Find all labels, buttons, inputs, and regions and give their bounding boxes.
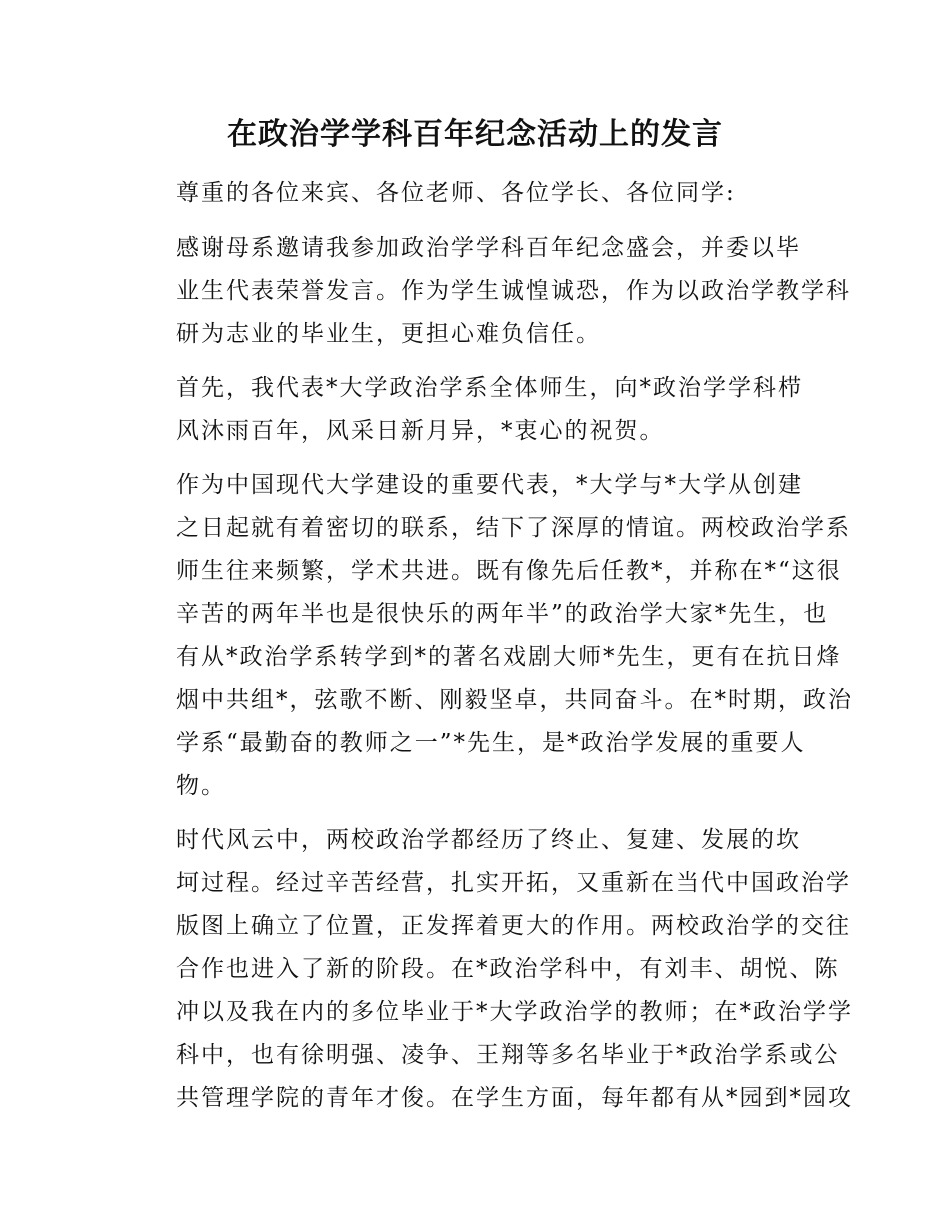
paragraph-line: 之日起就有着密切的联系，结下了深厚的情谊。两校政治学系 [176, 515, 851, 541]
paragraph-line: 学系“最勤奋的教师之一”*先生，是*政治学发展的重要人 [176, 730, 806, 756]
paragraph-line: 冲以及我在内的多位毕业于*大学政治学的教师；在*政治学学 [176, 999, 853, 1025]
paragraph-line: 物。 [176, 773, 226, 799]
paragraph-line: 辛苦的两年半也是很快乐的两年半”的政治学大家*先生，也 [176, 601, 829, 627]
paragraph-line: 师生往来频繁，学术共进。既有像先后任教*，并称在*“这很 [176, 558, 842, 584]
document-body [142, 170, 853, 1120]
paragraph-line: 坷过程。经过辛苦经营，扎实开拓，又重新在当代中国政治学 [176, 870, 851, 896]
paragraph-line: 风沐雨百年，风采日新月异，*衷心的祝贺。 [176, 418, 665, 444]
paragraph-line: 作为中国现代大学建设的重要代表，*大学与*大学从创建 [176, 472, 803, 498]
paragraph-line: 感谢母系邀请我参加政治学学科百年纪念盛会，并委以毕 [176, 235, 801, 261]
paragraph-line: 业生代表荣誉发言。作为学生诚惶诚恐，作为以政治学教学科 [176, 278, 851, 304]
salutation: 尊重的各位来宾、各位老师、各位学长、各位同学: [176, 180, 736, 206]
paragraph-line: 有从*政治学系转学到*的著名戏剧大师*先生，更有在抗日烽 [176, 644, 842, 670]
paragraph-line: 烟中共组*，弦歌不断、刚毅坚卓，共同奋斗。在*时期，政治 [176, 687, 853, 713]
paragraph-3 [142, 464, 853, 808]
paragraph-4 [142, 819, 853, 1120]
paragraph-line: 研为志业的毕业生，更担心难负信任。 [176, 321, 601, 347]
paragraph-line: 时代风云中，两校政治学都经历了终止、复建、发展的坎 [176, 827, 801, 853]
paragraph-1 [142, 227, 851, 356]
paragraph-line: 版图上确立了位置，正发挥着更大的作用。两校政治学的交往 [176, 913, 851, 939]
paragraph-line: 合作也进入了新的阶段。在*政治学科中，有刘丰、胡悦、陈 [176, 956, 840, 982]
paragraph-line: 共管理学院的青年才俊。在学生方面，每年都有从*园到*园攻 [176, 1085, 853, 1111]
paragraph-2 [142, 367, 812, 453]
paragraph-line: 科中，也有徐明强、凌争、王翔等多名毕业于*政治学系或公 [176, 1042, 840, 1068]
document-title: 在政治学学科百年纪念活动上的发言 [227, 117, 723, 152]
paragraph-line: 首先，我代表*大学政治学系全体师生，向*政治学学科栉 [176, 375, 803, 401]
